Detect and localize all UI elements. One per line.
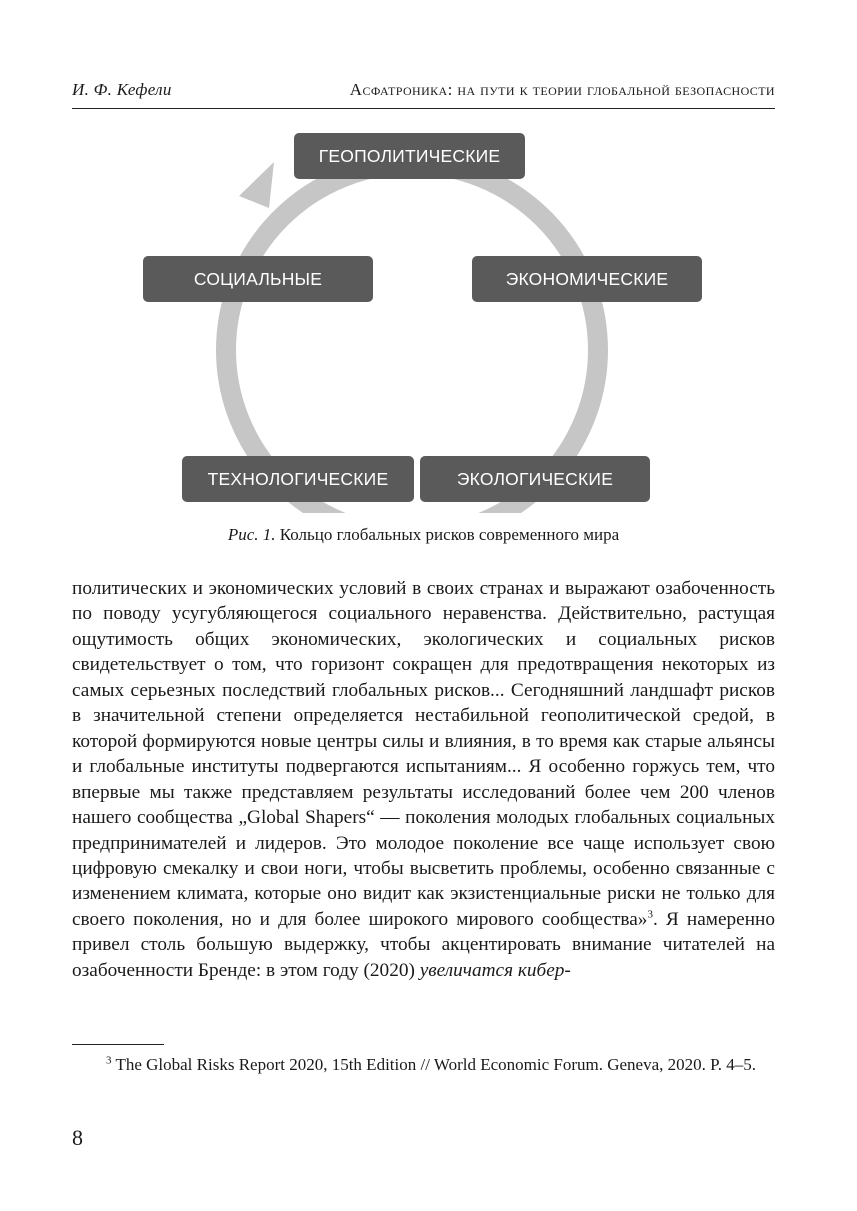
footnote-number: 3 xyxy=(106,1054,112,1067)
body-paragraph xyxy=(72,576,775,983)
ring-arrowhead xyxy=(239,162,274,208)
body-text-italic: увеличатся кибер- xyxy=(419,959,571,981)
box-social: СОЦИАЛЬНЫЕ xyxy=(143,256,373,302)
box-technological: ТЕХНОЛОГИЧЕСКИЕ xyxy=(182,456,414,502)
page-number: 8 xyxy=(72,1125,83,1150)
running-header-author: И. Ф. Кефели xyxy=(72,80,172,99)
body-text-main: политических и экономических условий в своих странах и выражают озабоченность по поводу усугубляющегося социального неравенства. Действительно, растущая ощутимость общих экономических, экологических и социальных рисков свидетельствует о том, что горизонт сокращен для предотвращения некоторых из самых серьезных последствий глобальных рисков... Сегодняшний ландшафт рисков в значительной степени определяется нестабильной геополитической средой, в которой формируются новые центры силы и влияния, в то время как старые альянсы и глобальные институты подвергаются испытаниям... Я особенно горжусь тем, что впервые мы также представляем результаты исследований более чем 200 членов нашего сообщества „Global Shapers“ — поколения молодых глобальных социальных предпринимателей и лидеров. Это молодое поколение все чаще использует свою цифровую смекалку и свои ноги, чтобы высветить проблемы, особенно связанные с изменением климата, которые оно видит как экзистенциальные риски не только для своего поколения, но и для более широкого мирового сообщества» xyxy=(72,578,775,930)
footnote-rule xyxy=(72,1044,164,1045)
footnote-reference: 3 xyxy=(647,908,653,921)
box-ecological: ЭКОЛОГИЧЕСКИЕ xyxy=(420,456,650,502)
header-rule xyxy=(72,108,775,109)
footnote-text: The Global Risks Report 2020, 15th Edition // World Economic Forum. Geneva, 2020. P. 4–5. xyxy=(115,1055,756,1074)
box-geopolitical: ГЕОПОЛИТИЧЕСКИЕ xyxy=(294,133,525,179)
running-header-title: Асфатроника: на пути к теории глобальной безопасности xyxy=(349,80,775,99)
box-economic: ЭКОНОМИЧЕСКИЕ xyxy=(472,256,702,302)
figure-caption xyxy=(72,525,775,545)
figure-caption-label: Рис. 1. xyxy=(227,525,276,544)
running-header xyxy=(72,80,775,106)
body-text-after: . Я намеренно привел столь большую выдержку, чтобы акцентировать внимание читателей на озабоченности Бренде: в этом году (2020) xyxy=(72,908,775,981)
footnote xyxy=(72,1053,775,1077)
risk-ring-figure xyxy=(140,128,710,513)
figure-caption-text: Кольцо глобальных рисков современного мира xyxy=(279,525,620,544)
